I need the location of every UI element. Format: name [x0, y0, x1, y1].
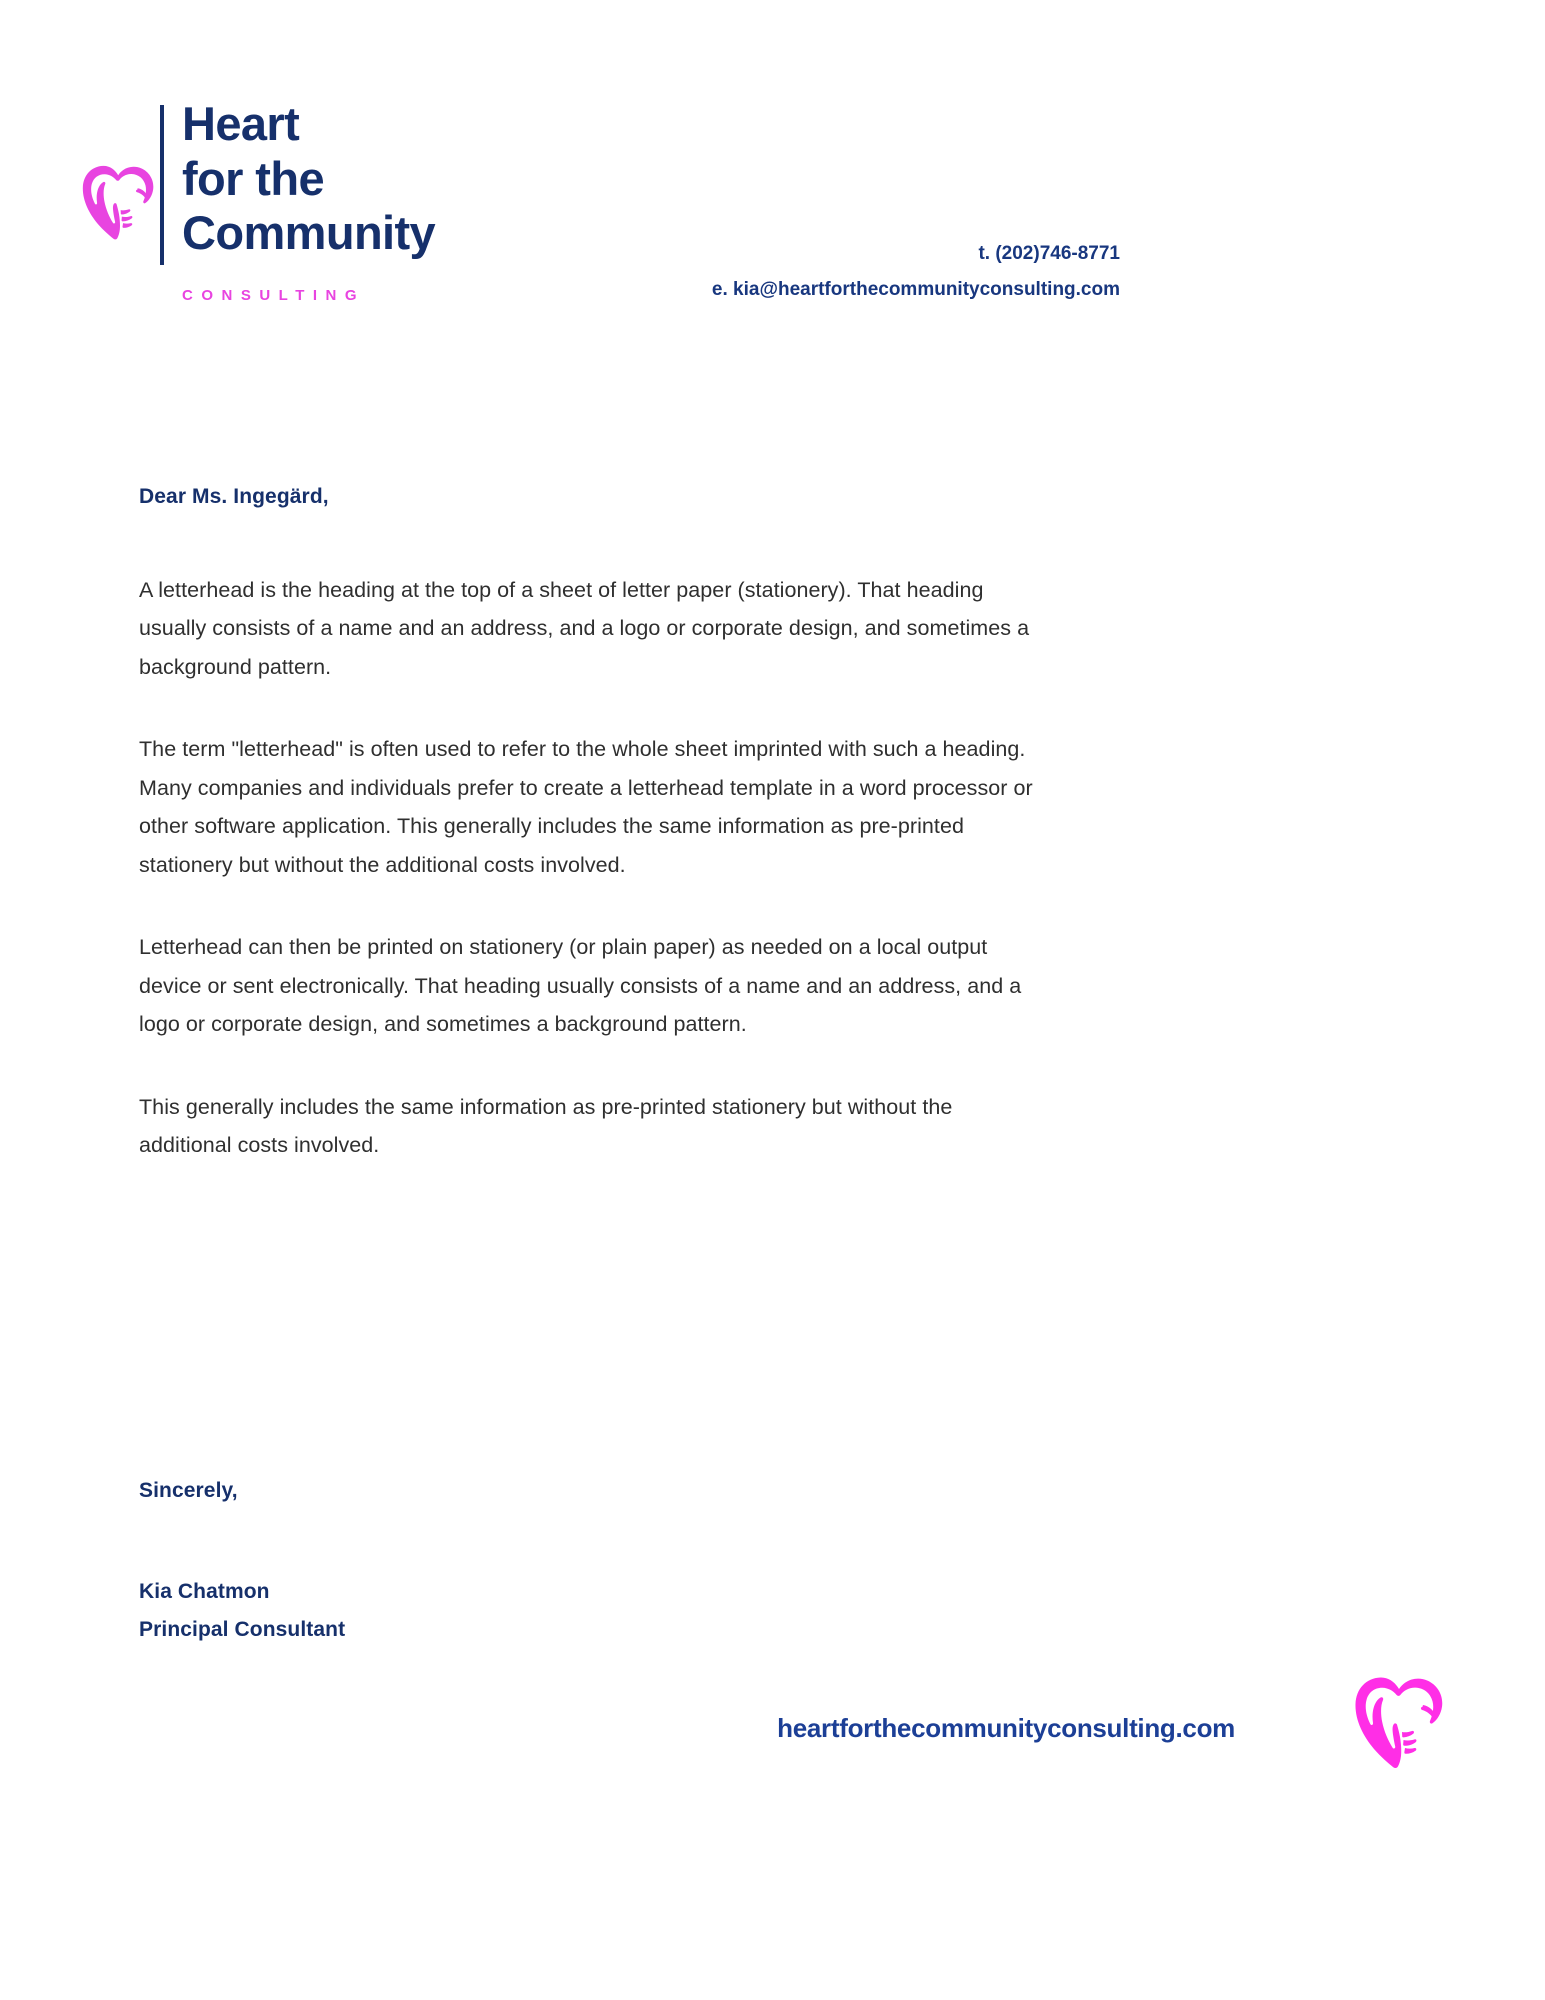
letter-paragraph: The term "letterhead" is often used to refer to the whole sheet imprinted with such a heading. Many companies and individuals prefer to create a letterhead template in a word processor or other software application. This generally includes the same information as pre-printed stationery but without the additional costs involved.	[139, 737, 1033, 877]
heart-icon	[78, 163, 160, 241]
logo-divider	[160, 105, 164, 265]
footer-website[interactable]: heartforthecommunityconsulting.com	[777, 1713, 1235, 1743]
letterhead-footer	[0, 1713, 1545, 2000]
signer-title: Principal Consultant	[139, 1618, 346, 1642]
signature-block	[139, 1573, 345, 1649]
contact-phone: t. (202)746-8771	[978, 243, 1120, 264]
contact-email: e. kia@heartforthecommunityconsulting.com	[711, 279, 1120, 301]
logo-wordmark	[182, 97, 435, 261]
logo-wordmark-line-3: Community	[182, 206, 436, 260]
letter-paragraph: Letterhead can then be printed on stationery (or plain paper) as needed on a local output device or sent electronically. That heading usually consists of a name and an address, and a logo or corporate design, and sometimes a background pattern.	[139, 935, 1022, 1037]
contact-info	[712, 236, 1120, 308]
letterhead-header	[0, 0, 1545, 380]
letter-paragraph: A letterhead is the heading at the top of a sheet of letter paper (stationery). That heading usually consists of a name and an address, and a logo or corporate design, and sometimes a background pattern.	[139, 578, 1030, 679]
letter-paragraph: This generally includes the same information as pre-printed stationery but without the additional costs involved.	[139, 1094, 953, 1158]
company-logo	[78, 97, 638, 345]
logo-wordmark-line-1: Heart	[182, 97, 300, 150]
logo-wordmark-line-2: for the	[182, 151, 325, 205]
letter-body	[139, 485, 1039, 1165]
letter-closing: Sincerely,	[139, 1479, 238, 1502]
letter-salutation: Dear Ms. Ingegärd,	[139, 485, 329, 508]
signer-name: Kia Chatmon	[139, 1580, 270, 1603]
logo-tagline: CONSULTING	[182, 287, 366, 304]
heart-icon	[1350, 1674, 1450, 1770]
